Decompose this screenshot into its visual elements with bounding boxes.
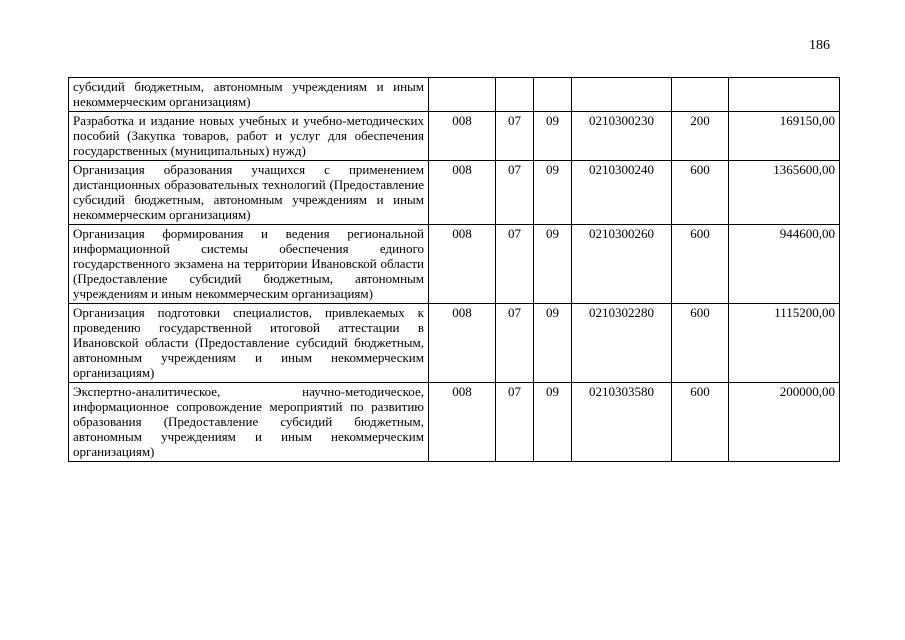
amount: 169150,00 xyxy=(729,112,840,161)
expense-type-code: 600 xyxy=(672,304,729,383)
target-code: 0210300230 xyxy=(572,112,672,161)
page-number: 186 xyxy=(809,38,830,53)
row-description: Организация формирования и ведения региональной информационной системы обеспечения единого государственного экзамена на территории Ивановской области (Предоставление субсидий бюджетным, автономным учреждениям и иным некоммерческим организациям) xyxy=(69,225,429,304)
subsection-code: 09 xyxy=(534,383,572,462)
ministry-code: 008 xyxy=(429,161,496,225)
table-row xyxy=(69,383,840,462)
row-description: Экспертно-аналитическое, научно-методическое, информационное сопровождение мероприятий по развитию образования (Предоставление субсидий бюджетным, автономным учреждениям и иным некоммерческим организациям) xyxy=(69,383,429,462)
target-code: 0210300260 xyxy=(572,225,672,304)
subsection-code xyxy=(534,78,572,112)
target-code: 0210300240 xyxy=(572,161,672,225)
expense-type-code: 600 xyxy=(672,161,729,225)
expense-type-code: 200 xyxy=(672,112,729,161)
section-code: 07 xyxy=(496,225,534,304)
amount: 1115200,00 xyxy=(729,304,840,383)
row-description: Организация подготовки специалистов, привлекаемых к проведению государственной итоговой аттестации в Ивановской области (Предоставление субсидий бюджетным, автономным учреждениям и иным некоммерческим организациям) xyxy=(69,304,429,383)
ministry-code: 008 xyxy=(429,383,496,462)
expense-type-code xyxy=(672,78,729,112)
section-code xyxy=(496,78,534,112)
expense-type-code: 600 xyxy=(672,383,729,462)
ministry-code: 008 xyxy=(429,304,496,383)
ministry-code: 008 xyxy=(429,112,496,161)
amount: 1365600,00 xyxy=(729,161,840,225)
section-code: 07 xyxy=(496,112,534,161)
table-row xyxy=(69,161,840,225)
row-description: Организация образования учащихся с применением дистанционных образовательных технологий (Предоставление субсидий бюджетным, автономным учреждениям и иным некоммерческим организациям) xyxy=(69,161,429,225)
expense-type-code: 600 xyxy=(672,225,729,304)
section-code: 07 xyxy=(496,383,534,462)
amount: 944600,00 xyxy=(729,225,840,304)
subsection-code: 09 xyxy=(534,225,572,304)
table-row xyxy=(69,225,840,304)
target-code xyxy=(572,78,672,112)
amount: 200000,00 xyxy=(729,383,840,462)
amount xyxy=(729,78,840,112)
table-row xyxy=(69,304,840,383)
ministry-code: 008 xyxy=(429,225,496,304)
target-code: 0210303580 xyxy=(572,383,672,462)
table-row xyxy=(69,112,840,161)
section-code: 07 xyxy=(496,161,534,225)
row-description: субсидий бюджетным, автономным учреждениям и иным некоммерческим организациям) xyxy=(69,78,429,112)
table-row xyxy=(69,78,840,112)
budget-table xyxy=(68,77,840,462)
target-code: 0210302280 xyxy=(572,304,672,383)
section-code: 07 xyxy=(496,304,534,383)
ministry-code xyxy=(429,78,496,112)
subsection-code: 09 xyxy=(534,112,572,161)
row-description: Разработка и издание новых учебных и учебно-методических пособий (Закупка товаров, работ и услуг для обеспечения государственных (муниципальных) нужд) xyxy=(69,112,429,161)
subsection-code: 09 xyxy=(534,161,572,225)
subsection-code: 09 xyxy=(534,304,572,383)
